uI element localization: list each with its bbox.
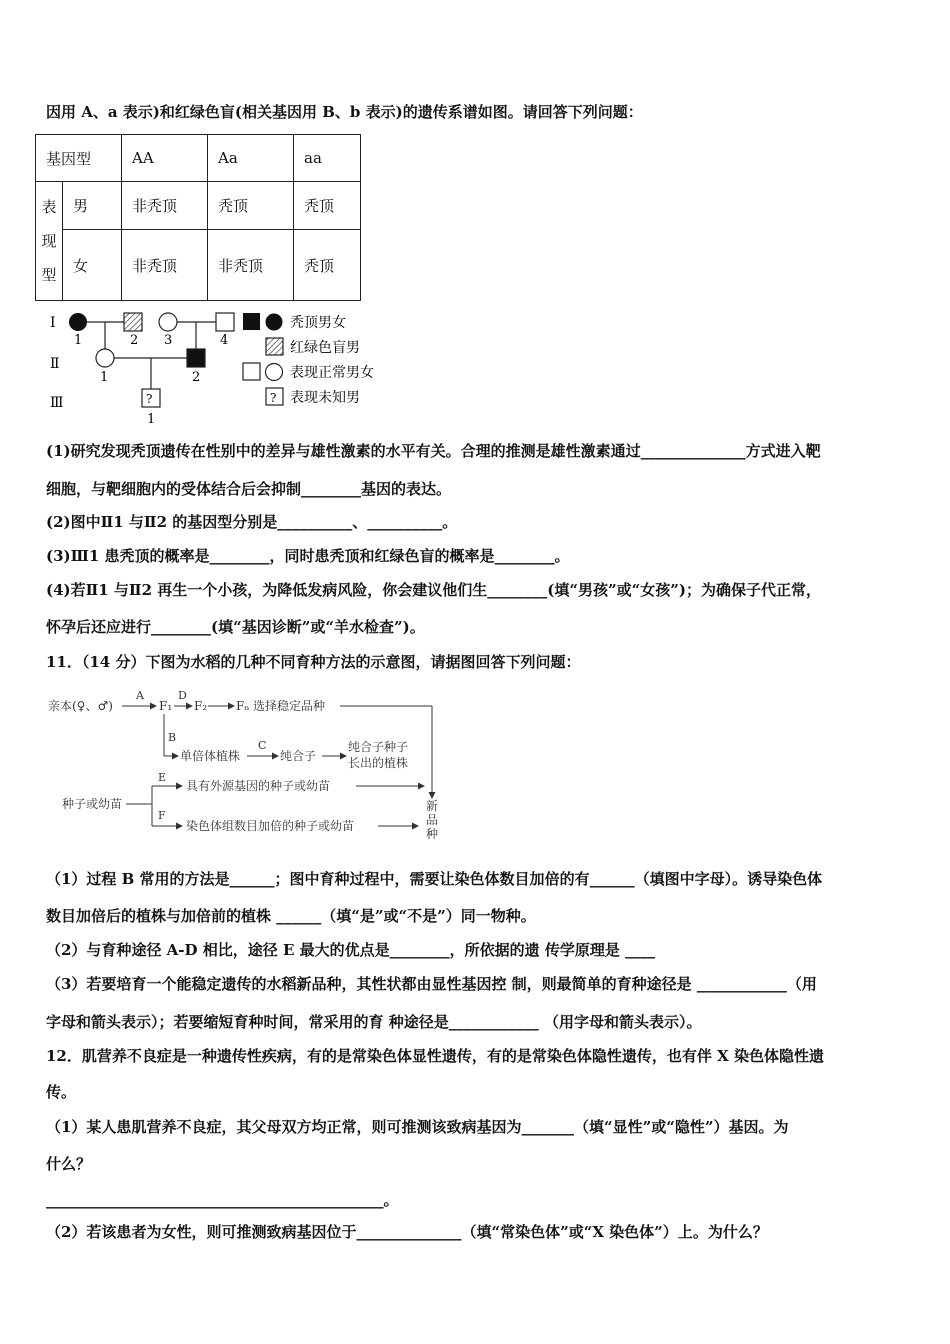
label-D: D [178, 689, 187, 702]
node-f1: F₁ [159, 699, 173, 713]
gen2-female-normal [96, 349, 114, 367]
legend-colorblind: 红绿色盲男 [290, 340, 360, 356]
q10-line: 细胞，与靶细胞内的受体结合后会抑制________基因的表达。 [46, 480, 452, 498]
legend-unknown-mark: ? [270, 391, 277, 405]
table-phenotype-label: 表 现 型 [36, 182, 63, 301]
table-sex-male: 男 [63, 182, 122, 230]
node-parents: 亲本(♀、♂) [48, 699, 113, 713]
gen3-num: 1 [147, 412, 156, 427]
label-C: C [258, 739, 267, 752]
table-cell: 秃顶 [208, 182, 294, 230]
q11-line: 字母和箭头表示）；若要缩短育种时间，常采用的育 种途径是____________ （用字母和箭头表示）。 [46, 1013, 702, 1031]
gen1-male-colorblind [124, 313, 142, 331]
gen1-num: 4 [220, 333, 229, 348]
q10-line: (3)Ⅲ1 患秃顶的概率是________，同时患秃顶和红绿色盲的概率是________。 [46, 547, 570, 565]
q11-header: 11．（14 分）下图为水稻的几种不同育种方法的示意图，请据图回答下列问题： [46, 653, 581, 671]
gen2-male-bald [187, 349, 205, 367]
q11-line: （2）与育种途径 A-D 相比，途径 E 最大的优点是________，所依据的遗 传学原理是 ____ [46, 941, 656, 959]
node-f2: F₂ [194, 699, 208, 713]
node-new-variety: 新 [426, 799, 439, 813]
legend-colorblind-icon [266, 338, 283, 355]
gen1-num: 3 [164, 333, 173, 348]
gen1-female-bald [69, 313, 87, 331]
table-header-genotype: 基因型 [36, 135, 122, 182]
node-new-variety: 种 [426, 827, 439, 841]
q12-line: 什么？ [46, 1155, 92, 1173]
node-fn: Fₙ [236, 699, 250, 713]
label-E: E [158, 771, 167, 784]
gen1-female-normal [159, 313, 177, 331]
table-header-aa: aa [294, 135, 361, 182]
gen-label-3: Ⅲ [50, 395, 64, 411]
q12-line: _____________________________________________。 [46, 1191, 399, 1209]
q12-line: 传。 [46, 1083, 77, 1101]
node-doubled: 染色体组数目加倍的种子或幼苗 [186, 819, 355, 833]
gen1-male-normal [216, 313, 234, 331]
table-header-AA: AA [122, 135, 208, 182]
legend-normal-female-icon [266, 364, 283, 381]
legend-bald-male-icon [243, 313, 260, 330]
intro-text: 因用 A、a 表示)和红绿色盲(相关基因用 B、b 表示)的遗传系谱如图。请回答下列问题： [46, 103, 643, 121]
q10-line: (4)若Ⅱ1 与Ⅱ2 再生一个小孩，为降低发病风险，你会建议他们生________(填“男孩”或“女孩”)；为确保子代正常， [46, 581, 821, 599]
legend-normal-male-icon [243, 363, 260, 380]
table-cell: 非秃顶 [122, 182, 208, 230]
legend-normal: 表现正常男女 [290, 365, 374, 381]
gen-label-1: Ⅰ [50, 315, 56, 331]
q11-line: 数目加倍后的植株与加倍前的植株 ______（填“是”或“不是”）同一物种。 [46, 907, 536, 925]
gen2-num: 1 [100, 370, 109, 385]
q10-line: 怀孕后还应进行________(填“基因诊断”或“羊水检查”)。 [46, 618, 425, 636]
pedigree-chart [40, 306, 400, 430]
legend-bald: 秃顶男女 [290, 315, 346, 331]
node-select: 选择稳定品种 [253, 699, 326, 713]
label-F: F [158, 809, 166, 822]
node-pure-seed: 纯合子种子 [348, 740, 409, 754]
legend-unknown: 表现未知男 [290, 390, 360, 406]
table-header-Aa: Aa [208, 135, 294, 182]
table-cell: 秃顶 [294, 182, 361, 230]
table-sex-female: 女 [63, 230, 122, 301]
gen2-num: 2 [192, 370, 201, 385]
q12-line: 12．肌营养不良症是一种遗传性疾病，有的是常染色体显性遗传，有的是常染色体隐性遗传，也有伴 X 染色体隐性遗 [46, 1047, 824, 1065]
q10-line: (2)图中Ⅱ1 与Ⅱ2 的基因型分别是__________、__________。 [46, 513, 458, 531]
gen1-num: 1 [74, 333, 83, 348]
q12-line: （1）某人患肌营养不良症，其父母双方均正常，则可推测该致病基因为_______（填“显性”或“隐性”）基因。为 [46, 1118, 789, 1136]
breeding-diagram [44, 686, 444, 841]
q10-line: (1)研究发现秃顶遗传在性别中的差异与雄性激素的水平有关。合理的推测是雄性激素通过______________方式进入靶 [46, 442, 821, 460]
unknown-mark: ? [146, 392, 153, 406]
node-foreign-gene: 具有外源基因的种子或幼苗 [186, 779, 331, 793]
table-cell: 非秃顶 [122, 230, 208, 301]
label-A: A [136, 689, 144, 702]
genotype-phenotype-table [35, 134, 361, 301]
gen-label-2: Ⅱ [50, 356, 60, 372]
table-cell: 非秃顶 [208, 230, 294, 301]
node-pure-seed-2: 长出的植株 [348, 756, 409, 770]
q11-line: （1）过程 B 常用的方法是______；图中育种过程中，需要让染色体数目加倍的有______（填图中字母）。诱导染色体 [46, 870, 823, 888]
node-seed: 种子或幼苗 [62, 797, 123, 811]
table-cell: 秃顶 [294, 230, 361, 301]
q12-line: （2）若该患者为女性，则可推测致病基因位于______________（填“常染色体”或“X 染色体”）上。为什么？ [46, 1223, 768, 1241]
node-new-variety: 品 [426, 813, 439, 827]
gen1-num: 2 [130, 333, 139, 348]
label-B: B [168, 731, 177, 744]
node-pure: 纯合子 [280, 749, 317, 763]
legend-bald-female-icon [266, 314, 283, 331]
node-haploid: 单倍体植株 [180, 749, 241, 763]
q11-line: （3）若要培育一个能稳定遗传的水稻新品种，其性状都由显性基因控 制，则最简单的育种途径是 ____________（用 [46, 975, 817, 993]
